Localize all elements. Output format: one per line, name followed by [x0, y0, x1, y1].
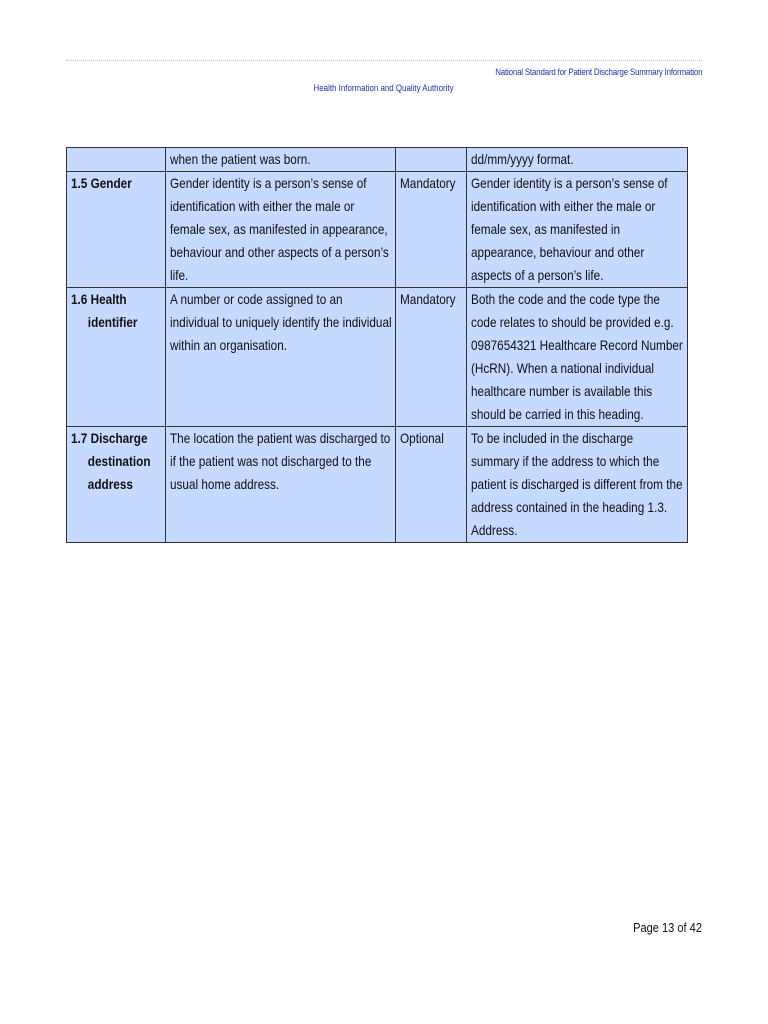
- description-cell: Gender identity is a person’s sense of identification with either the male or female sex, as manifested in appearance, behaviour and other aspects of a person’s life.: [166, 172, 396, 288]
- heading-text: 1.5 Gender: [71, 175, 132, 191]
- page-number: Page 13 of 42: [633, 920, 702, 935]
- data-definition-table: [66, 147, 688, 543]
- obligation-cell: [396, 148, 467, 172]
- heading-text: destination: [87, 453, 151, 469]
- table-row: [67, 148, 688, 172]
- heading-text: 1.6 Health: [71, 291, 127, 307]
- header-divider: [66, 60, 702, 61]
- heading-cell: [67, 288, 166, 427]
- guide-cell: To be included in the discharge summary if the address to which the patient is discharged is different from the address contained in the heading 1.3. Address.: [467, 427, 688, 543]
- document-title: National Standard for Patient Discharge Summary Information: [494, 67, 702, 77]
- guide-cell: dd/mm/yyyy format.: [467, 148, 688, 172]
- organization-name-text: Health Information and Quality Authority: [313, 83, 455, 93]
- obligation-cell: Mandatory: [396, 288, 467, 427]
- heading-cell: [67, 427, 166, 543]
- obligation-cell: Mandatory: [396, 172, 467, 288]
- obligation-cell: Optional: [396, 427, 467, 543]
- heading-text: identifier: [87, 314, 138, 330]
- description-cell: A number or code assigned to an individual to uniquely identify the individual within an organisation.: [166, 288, 396, 427]
- heading-text: 1.7 Discharge: [71, 430, 148, 446]
- table-row: [67, 288, 688, 427]
- heading-text: address: [87, 476, 133, 492]
- heading-cell: [67, 148, 166, 172]
- description-cell: when the patient was born.: [166, 148, 396, 172]
- table-row: [67, 427, 688, 543]
- organization-name: [0, 83, 768, 93]
- guide-cell: Both the code and the code type the code relates to should be provided e.g. 0987654321 Healthcare Record Number (HcRN). When a national individual healthcare number is available this should be carried in this heading.: [467, 288, 688, 427]
- guide-cell: Gender identity is a person’s sense of identification with either the male or female sex, as manifested in appearance, behaviour and other aspects of a person’s life.: [467, 172, 688, 288]
- heading-cell: [67, 172, 166, 288]
- table-row: [67, 172, 688, 288]
- description-cell: The location the patient was discharged to if the patient was not discharged to the usual home address.: [166, 427, 396, 543]
